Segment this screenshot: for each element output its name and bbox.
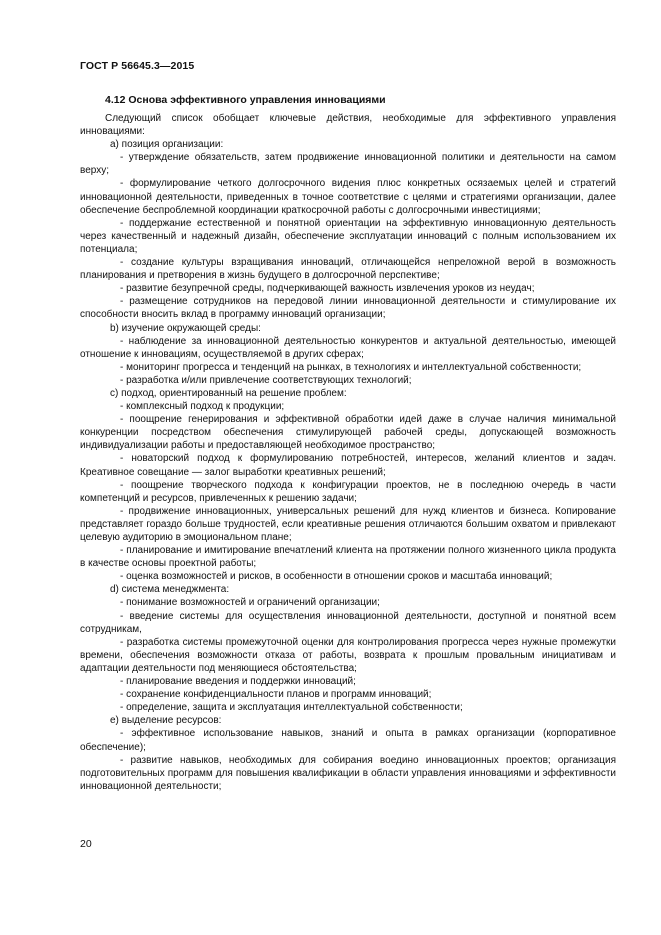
list-item: - развитие безупречной среды, подчеркивающей важность извлечения уроков из неудач;	[120, 283, 535, 295]
list-item: - развитие навыков, необходимых для собирания воедино инновационных проектов; организация подготовительных программ для повышения квалификации в области управления инновациями и эффективности инновационной деятельности;	[80, 754, 616, 792]
list-item: - разработка и/или привлечение соответствующих технологий;	[120, 374, 412, 386]
list-item: - мониторинг прогресса и тенденций на рынках, в технологиях и интеллектуальной собственности;	[120, 361, 582, 373]
list-item: - наблюдение за инновационной деятельностью конкурентов и актуальной деятельностью, имеющей отношение к инновациям, осуществляемой в других сферах;	[80, 335, 616, 360]
list-item: - продвижение инновационных, универсальных решений для нужд клиентов и бизнеса. Копирование представляет гораздо больше трудностей, если креативные решения отличаются большим охватом и привлекают целевую аудиторию в эмоциональном плане;	[80, 505, 616, 543]
list-heading: c) подход, ориентированный на решение проблем:	[110, 387, 347, 399]
page-number: 20	[80, 838, 92, 850]
list-heading: e) выделение ресурсов:	[110, 715, 222, 727]
list-item: - эффективное использование навыков, знаний и опыта в рамках организации (корпоративное обеспечение);	[80, 728, 616, 753]
list-item: - поощрение генерирования и эффективной обработки идей даже в случае наличия минимальной конкуренции посредством обеспечения стимулирующей рабочей среды, допускающей возможность индивидуализации работы и предоставляющей необходимое пространство;	[80, 414, 616, 452]
list-heading: d) система менеджмента:	[110, 584, 230, 596]
body-text	[80, 112, 616, 793]
list-item: - утверждение обязательств, затем продвижение инновационной политики и деятельности на самом верху;	[80, 152, 616, 177]
document-id-header: ГОСТ Р 56645.3—2015	[80, 60, 195, 72]
list-item: - создание культуры взращивания инноваций, отличающейся непреложной верой в возможность планирования и претворения в жизнь будущего в долгосрочной перспективе;	[80, 257, 616, 282]
paragraph: Следующий список обобщает ключевые действия, необходимые для эффективного управления инновациями:	[80, 113, 616, 138]
list-item: - сохранение конфиденциальности планов и программ инноваций;	[120, 689, 432, 701]
list-item: - введение системы для осуществления инновационной деятельности, доступной и понятной всем сотрудникам,	[80, 610, 616, 635]
list-heading: a) позиция организации:	[110, 139, 224, 151]
list-item: - новаторский подход к формулированию потребностей, интересов, желаний клиентов и задач. Креативное совещание — залог выработки креативных решений;	[80, 453, 616, 478]
list-heading: b) изучение окружающей среды:	[110, 322, 261, 334]
list-item: - планирование и имитирование впечатлений клиента на протяжении полного жизненного цикла продукта в качестве основы проектной работы;	[80, 545, 616, 570]
list-item: - поощрение творческого подхода к конфигурации проектов, не в последнюю очередь в части компетенций и ресурсов, привлеченных к решению задачи;	[80, 479, 616, 504]
section-title: 4.12 Основа эффективного управления инновациями	[105, 94, 386, 106]
list-item: - комплексный подход к продукции;	[120, 401, 285, 413]
list-item: - понимание возможностей и ограничений организации;	[120, 597, 380, 609]
list-item: - формулирование четкого долгосрочного видения плюс конкретных осязаемых целей и стратегий инновационной деятельности, приведенных в точное соответствие с целями и стратегиями организации, далее обеспечение беспроблемной координации краткосрочной работы с долгосрочными инвестициями;	[80, 178, 616, 216]
list-item: - планирование введения и поддержки инноваций;	[120, 676, 356, 688]
list-item: - разработка системы промежуточной оценки для контролирования прогресса через нужные промежутки времени, обеспечения возможности отказа от работы, возврата к прошлым провальным инициативам и адаптации деятельности под меняющиеся обстоятельства;	[80, 636, 616, 674]
list-item: - определение, защита и эксплуатация интеллектуальной собственности;	[120, 702, 463, 714]
list-item: - размещение сотрудников на передовой линии инновационной деятельности и стимулирование их способности вносить вклад в программу инноваций организации;	[80, 296, 616, 321]
list-item: - оценка возможностей и рисков, в особенности в отношении сроков и масштаба инноваций;	[120, 571, 553, 583]
list-item: - поддержание естественной и понятной ориентации на эффективную инновационную деятельность через качественный и надежный дизайн, обеспечение эксплуатации инноваций с полным использованием их потенциала;	[80, 217, 616, 255]
